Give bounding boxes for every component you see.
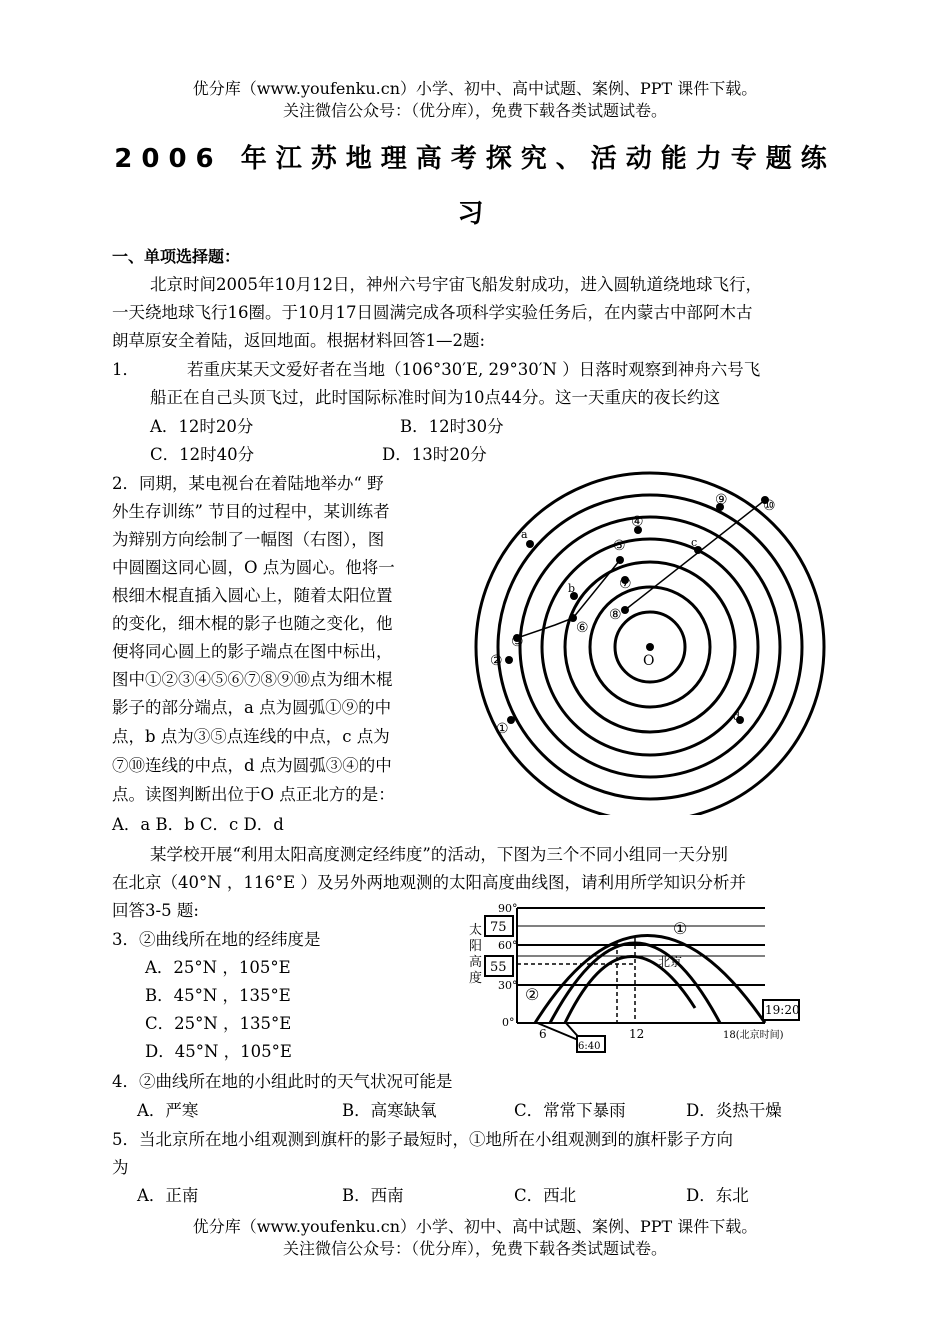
- point-label-6: ⑥: [576, 620, 589, 636]
- ylabel-char: 度: [469, 971, 483, 986]
- curve-label-beijing: 北京: [658, 955, 683, 969]
- q3-stem: 3．②曲线所在地的经纬度是: [112, 930, 321, 949]
- xtick-12: 12: [629, 1027, 645, 1041]
- q2-options: A．a B．b C．c D．d: [112, 815, 284, 834]
- sun-altitude-chart: [465, 898, 805, 1053]
- q2-stem-line: 便将同心圆上的影子端点在图中标出，: [112, 642, 393, 661]
- q2-stem-line: 为辩别方向绘制了一幅图（右图），图: [112, 530, 385, 549]
- letter-d: d: [733, 710, 741, 723]
- q3-option-a: A．25°N ，105°E: [145, 958, 291, 977]
- q4-option-a: A．严寒: [137, 1101, 199, 1120]
- point-label-5: ⑤: [613, 538, 626, 554]
- point-label-4: ④: [631, 514, 644, 530]
- q3-option-c: C．25°N ，135°E: [145, 1014, 292, 1033]
- point-label-1: ①: [496, 721, 509, 737]
- q5-option-a: A．正南: [137, 1186, 199, 1205]
- point-label-8: ⑧: [609, 607, 622, 623]
- q1-option-c: C．12时40分: [150, 445, 255, 464]
- point-label-9: ⑨: [715, 492, 728, 508]
- box-75: 75: [490, 920, 507, 935]
- passage2-line: 某学校开展“利用太阳高度测定经纬度”的活动，下图为三个不同小组同一天分别: [150, 845, 728, 864]
- section-heading: 一、单项选择题：: [112, 247, 241, 266]
- point-label-10: ⑩: [763, 498, 776, 514]
- q1-option-d: D．13时20分: [382, 445, 487, 464]
- q1-stem-line-2: 船正在自己头顶飞过，此时国际标准时间为10点44分。这一天重庆的夜长约这: [150, 388, 720, 407]
- letter-b: b: [568, 582, 576, 595]
- passage1-line: 朗草原安全着陆，返回地面。根据材料回答1—2题:: [112, 331, 486, 350]
- footer-line-1: 优分库（www.youfenku.cn）小学、初中、高中试题、案例、PPT 课件下载。: [192, 1217, 758, 1236]
- passage1-line: 北京时间2005年10月12日，神州六号宇宙飞船发射成功，进入圆轨道绕地球飞行，: [150, 275, 762, 294]
- q2-stem-line: ⑦⑩连线的中点，d 点为圆弧③④的中: [112, 756, 392, 775]
- q2-stem-line: 的变化，细木棍的影子也随之变化，他: [112, 614, 393, 633]
- ytick-0: 0°: [502, 1016, 515, 1029]
- page-title-line-2: 习: [457, 199, 493, 229]
- q3-option-d: D．45°N ，105°E: [145, 1042, 292, 1061]
- q1-option-a: A．12时20分: [150, 417, 254, 436]
- box-sunset: 19:20: [765, 1003, 800, 1017]
- q3-option-b: B．45°N ，135°E: [145, 986, 291, 1005]
- q2-stem-line: 2．同期，某电视台在着陆地举办“ 野: [112, 474, 384, 493]
- q2-stem-line: 外生存训练” 节目的过程中，某训练者: [112, 502, 390, 521]
- q4-stem: 4．②曲线所在地的小组此时的天气状况可能是: [112, 1072, 453, 1091]
- point-label-3: ③: [511, 634, 524, 650]
- header-line-2: 关注微信公众号：（优分库），免费下载各类试题试卷。: [282, 101, 667, 120]
- page-title-line-1: 2006 年江苏地理高考探究、活动能力专题练: [114, 144, 836, 174]
- q5-option-c: C．西北: [514, 1186, 577, 1205]
- q5-option-d: D．东北: [686, 1186, 749, 1205]
- q1-option-b: B．12时30分: [400, 417, 504, 436]
- letter-a: a: [521, 528, 528, 541]
- center-dot: [646, 643, 654, 651]
- passage1-line: 一天绕地球飞行16圈。于10月17日圆满完成各项科学实验任务后，在内蒙古中部阿木古: [112, 303, 753, 322]
- box-sunrise: 6:40: [578, 1041, 601, 1052]
- box-55: 55: [490, 960, 507, 975]
- passage2-line: 回答3-5 题:: [112, 901, 199, 920]
- footer-line-2: 关注微信公众号：（优分库），免费下载各类试题试卷。: [282, 1239, 667, 1258]
- ytick-60: 60°: [498, 939, 518, 952]
- point-label-2: ②: [490, 653, 503, 669]
- q4-option-d: D．炎热干燥: [686, 1101, 782, 1120]
- center-label: O: [643, 653, 655, 669]
- q5-stem-line-1: 5．当北京所在地小组观测到旗杆的影子最短时，①地所在小组观测到的旗杆影子方向: [112, 1130, 733, 1149]
- curve-label-1: ①: [673, 919, 688, 938]
- concentric-circle-figure: [465, 470, 840, 815]
- xtick-6: 6: [539, 1027, 547, 1041]
- ylabel-char: 太: [469, 923, 483, 938]
- ytick-30: 30°: [498, 979, 518, 992]
- ylabel-char: 阳: [469, 939, 483, 954]
- ylabel-char: 高: [469, 955, 483, 970]
- q2-stem-line: 根细木棍直插入圆心上，随着太阳位置: [112, 586, 393, 605]
- q1-number: 1．: [112, 360, 139, 379]
- q5-stem-line-2: 为: [112, 1158, 129, 1177]
- xtick-18: 18(北京时间): [723, 1030, 784, 1041]
- header-line-1: 优分库（www.youfenku.cn）小学、初中、高中试题、案例、PPT 课件下载。: [192, 79, 758, 98]
- q1-stem-line-1: 若重庆某天文爱好者在当地（106°30′E, 29°30′N ）日落时观察到神舟六号飞: [187, 360, 761, 379]
- curve-label-2: ②: [525, 985, 540, 1004]
- q2-stem-line: 图中①②③④⑤⑥⑦⑧⑨⑩点为细木棍: [112, 670, 393, 689]
- q4-option-b: B．高寒缺氧: [342, 1101, 437, 1120]
- q2-stem-line: 中圆圈这同心圆，O 点为圆心。他将一: [112, 558, 395, 577]
- q2-stem-line: 点，b 点为③⑤点连线的中点，c 点为: [112, 727, 390, 746]
- ytick-90: 90°: [498, 902, 518, 915]
- letter-c: c: [691, 536, 698, 549]
- q2-stem-line: 影子的部分端点，a 点为圆弧①⑨的中: [112, 698, 392, 717]
- point-label-7: ⑦: [619, 576, 632, 592]
- q5-option-b: B．西南: [342, 1186, 404, 1205]
- q4-option-c: C．常常下暴雨: [514, 1101, 626, 1120]
- passage2-line: 在北京（40°N ，116°E ）及另外两地观测的太阳高度曲线图，请利用所学知识分析并: [112, 873, 746, 892]
- q2-stem-line: 点。读图判断出位于O 点正北方的是：: [112, 785, 395, 804]
